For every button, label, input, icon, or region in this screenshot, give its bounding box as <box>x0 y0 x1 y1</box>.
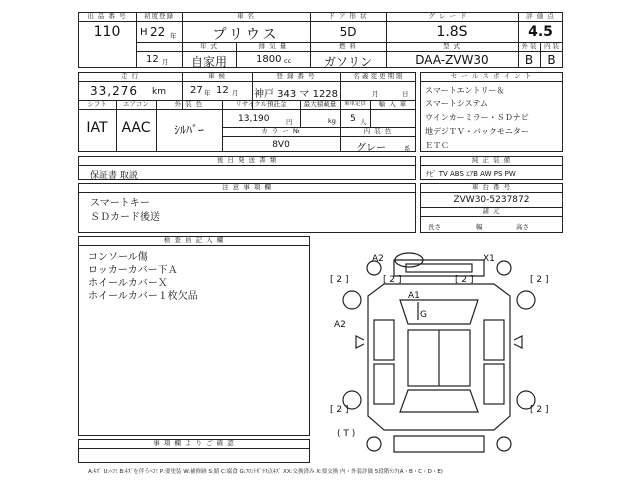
inspector-note-1: コンソール傷 <box>88 252 148 263</box>
mark-2-lb-val: 2 <box>336 405 343 415</box>
door-type: 5D <box>339 25 357 39</box>
mark-a2-top: A2 <box>372 254 384 264</box>
capacity-unit: 人 <box>360 118 367 126</box>
note-2: ＳＤカード後送 <box>90 212 160 223</box>
car-name-header: 車 名 <box>236 12 256 20</box>
mark-2-ct-val: 2 <box>461 275 468 285</box>
import-header: 輸 入 車 <box>378 100 408 108</box>
mark-a1: A1 <box>408 291 420 301</box>
color-no: 8V0 <box>272 140 290 150</box>
genuine-header: 純 正 装 備 <box>471 156 512 164</box>
rear-docs-header: 後 日 発 送 書 類 <box>216 156 278 164</box>
int-color-unit: 系 <box>404 145 411 153</box>
first-reg-month: 12 <box>146 54 159 65</box>
dims-header: 諸 元 <box>482 207 501 215</box>
chassis-number: ZVW30-5237872 <box>453 195 530 205</box>
dim-width: 幅 <box>476 223 483 231</box>
mark-2-left-bottom: [ 2 ] <box>330 405 349 415</box>
mark-2-left-top: [ 2 ] <box>330 275 349 285</box>
genuine-equipment: ﾅﾋﾞ TV ABS ｴｱB AW PS PW <box>426 170 516 178</box>
mileage: 33,276 <box>90 84 138 98</box>
recycle-header: リサイクル預託金 <box>235 100 287 108</box>
interior-grade: B <box>547 53 556 67</box>
max-load-header: 最大積載量 <box>303 100 337 108</box>
inspector-header: 検 査 員 記 入 欄 <box>163 236 225 244</box>
owner-header: 名 義 変 更 期 限 <box>353 72 403 80</box>
history-header: 事 項 欄 よ り ご 確 認 <box>153 439 235 447</box>
color-no-header: カ ラ ー № <box>261 127 301 135</box>
legend: A:ｷｽﾞ U:ﾍｺﾐ B:ｷｽﾞを伴うﾍｺﾐ P:要塗装 W:補修跡 S:錆 C:腐食 G:ﾌﾛﾝﾄｶﾞﾗｽ点ｷｽﾞ XX:交換済み X:要交換 内・外装評価 5段階ﾗﾝｸ(A・B・C・D・E) <box>88 469 443 475</box>
lot-no: 110 <box>93 24 121 40</box>
note-1: スマートキー <box>90 198 150 209</box>
mark-a2-side: A2 <box>334 320 346 330</box>
inspector-note-3: ホイールカバーＸ <box>88 278 168 289</box>
mark-2-lt-val: 2 <box>336 275 343 285</box>
mark-2-center-left: [ 2 ] <box>383 275 402 285</box>
recycle-unit: 円 <box>286 118 293 126</box>
capacity: 5 <box>350 114 356 124</box>
dim-length: 長さ <box>428 223 441 231</box>
sales-point-header: セ ー ル ス ポ イ ン ト <box>450 72 533 80</box>
capacity-header: 乗車定員 <box>343 101 366 107</box>
type-code-header: 型 式 <box>442 42 462 50</box>
sales-point-5: ＥＴＣ <box>425 141 449 150</box>
sales-point-4: 地デジＴＶ・バックモニター <box>425 127 529 136</box>
inspection-month-unit: 月 <box>232 89 239 97</box>
notes-header: 注 意 事 項 欄 <box>222 183 272 191</box>
score-header: 評 価 点 <box>526 12 555 20</box>
mark-2-right-bottom: [ 2 ] <box>530 405 549 415</box>
mark-2-center-top: [ 2 ] <box>455 275 474 285</box>
lot-no-header: 出 品 番 号 <box>87 12 127 20</box>
interior-header: 内 装 <box>543 42 560 50</box>
shift: IAT <box>86 120 108 136</box>
sales-point-3: ウインカーミラー・ＳＤナビ <box>425 113 529 122</box>
first-reg-year: 22 <box>150 25 166 39</box>
recycle-fee: 13,190 <box>238 114 270 124</box>
type-code: DAA-ZVW30 <box>415 53 489 67</box>
rear-docs: 保証書 取説 <box>90 171 138 181</box>
inspection-year: 27 <box>190 85 203 96</box>
mark-t-val: T <box>343 429 349 439</box>
chassis-header: 車 台 番 号 <box>471 183 512 191</box>
mark-t: ( T ) <box>337 429 356 439</box>
aircon: AAC <box>121 120 151 136</box>
first-reg-year-unit: 年 <box>170 32 177 40</box>
inspector-note-4: ホイールカバー１枚欠品 <box>88 291 198 302</box>
mark-2-right-top: [ 2 ] <box>530 275 549 285</box>
model-year-header: 年 式 <box>199 42 219 50</box>
first-reg-header: 初度登録 <box>144 12 174 20</box>
aircon-header: エアコン <box>123 100 149 108</box>
usage: 自家用 <box>190 55 227 69</box>
exterior-color: ｼﾙﾊﾞｰ <box>173 123 204 137</box>
mark-x1: X1 <box>483 254 495 264</box>
car-name: プリウス <box>212 27 280 43</box>
owner-month: 月 <box>372 90 379 98</box>
plate-number: 神戸 343 マ 1228 <box>253 89 339 100</box>
grade: 1.8S <box>436 24 468 40</box>
max-load-unit: kg <box>328 117 336 125</box>
plate-header: 登 録 番 号 <box>276 72 316 80</box>
exterior-header: 外 装 <box>521 42 537 50</box>
mark-2-rb-val: 2 <box>536 405 543 415</box>
owner-day: 日 <box>402 90 409 98</box>
int-color-header: 内 装 色 <box>363 127 393 135</box>
exterior-grade: B <box>524 53 534 67</box>
inspection-month: 12 <box>216 85 229 96</box>
int-color: グレー <box>356 143 386 154</box>
color-header: 外 装 色 <box>174 100 204 108</box>
displacement-unit: cc <box>284 57 292 65</box>
mark-g: G <box>420 310 427 320</box>
displacement: 1800 <box>256 54 282 65</box>
door-header: ド ア 形 状 <box>328 12 368 20</box>
first-reg-month-unit: 月 <box>162 58 169 66</box>
displacement-header: 排 気 量 <box>258 42 288 50</box>
era: H <box>140 27 148 38</box>
inspector-note-2: ロッカーカバー下Ａ <box>88 265 178 276</box>
score: 4.5 <box>528 24 553 40</box>
mark-2-cl-val: 2 <box>389 275 396 285</box>
dim-height: 高さ <box>516 223 529 231</box>
mileage-header: 走 行 <box>120 72 140 80</box>
shift-header: シフト <box>87 100 107 108</box>
grade-header: グ レ ー ド <box>428 12 468 20</box>
inspection-year-unit: 年 <box>204 89 211 97</box>
sales-point-1: スマートエントリー＆ <box>425 86 505 95</box>
fuel: ガソリン <box>323 55 372 69</box>
fuel-header: 燃 料 <box>338 42 358 50</box>
sales-point-2: スマートシステム <box>425 99 489 108</box>
mark-2-rt-val: 2 <box>536 275 543 285</box>
inspection-header: 車 検 <box>207 72 227 80</box>
mileage-unit: km <box>152 87 166 97</box>
